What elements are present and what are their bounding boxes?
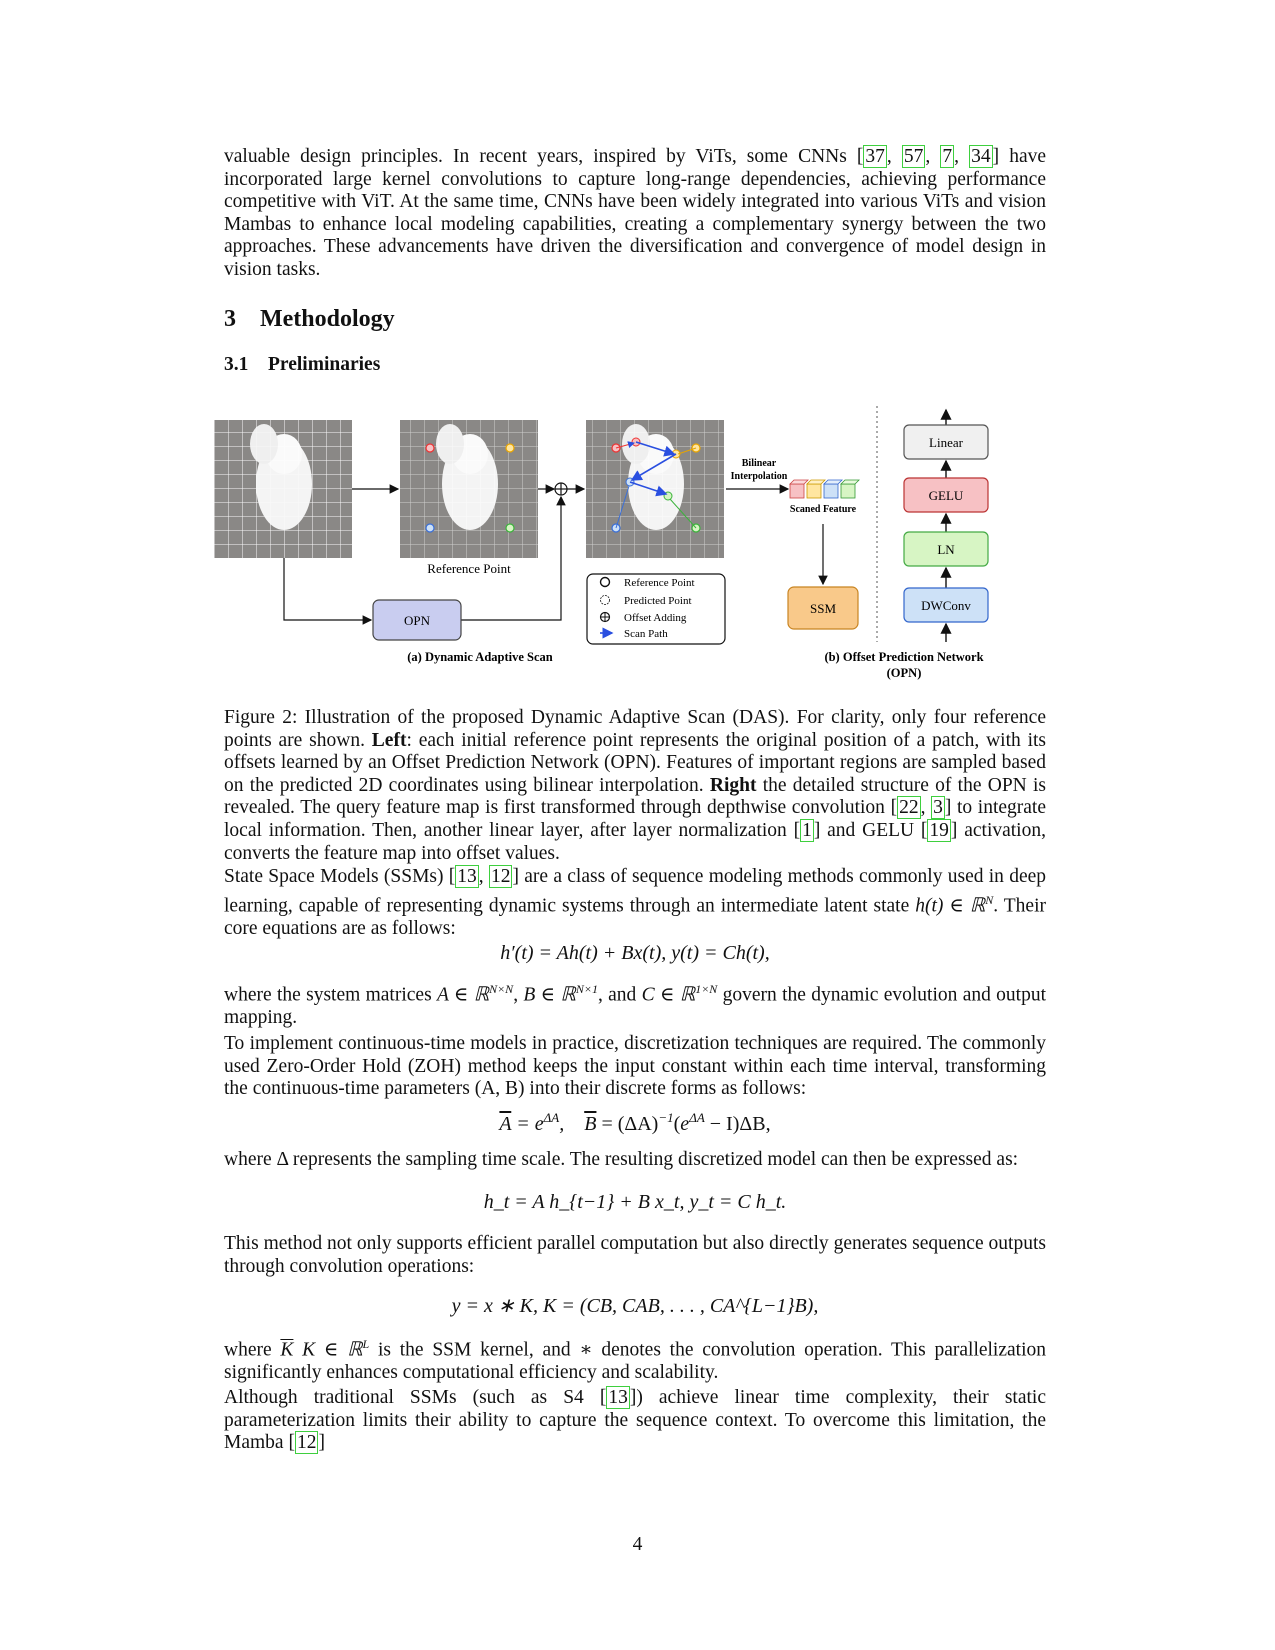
svg-text:OPN: OPN: [403, 613, 431, 628]
body-paragraph-mamba: Although traditional SSMs (such as S4 [ 13 ]) achieve linear time complexity, their static parameterization limits their ability to capture the sequence context. To overcome this limitation, the Mamba [ 12 ]: [224, 1387, 1046, 1454]
equation-4: y = x ∗ K, K = (CB, CAB, . . . , CA^{L−1}B),: [451, 1295, 819, 1317]
svg-text:DWConv: DWConv: [921, 598, 971, 613]
svg-text:Predicted Point: Predicted Point: [624, 595, 692, 607]
body-paragraph-kernel: where $\overline{K}$ K ∈ ℝ$^L$ is the SSM kernel, and ∗ denotes the convolution operation. This parallelization significantly enhances computational efficiency and scalability.: [224, 1337, 1046, 1384]
svg-text:SSM: SSM: [809, 601, 837, 616]
svg-text:LN: LN: [937, 542, 955, 557]
citation[interactable]: 57: [903, 146, 924, 167]
subcaption-b-line1: (b) Offset Prediction Network: [824, 650, 984, 664]
citation[interactable]: 3: [933, 797, 943, 819]
svg-text:Reference Point: Reference Point: [624, 577, 695, 589]
dwconv-box: [904, 588, 988, 622]
citation[interactable]: 13: [608, 1387, 628, 1408]
linear-box: [904, 425, 988, 459]
scaned-feature-cubes: [790, 480, 859, 498]
scan-path-image: [586, 420, 724, 558]
subcaption-b-line2: (OPN): [886, 666, 922, 680]
citation[interactable]: 22: [899, 797, 919, 819]
subcaption-a: (a) Dynamic Adaptive Scan: [407, 650, 553, 664]
intro-paragraph: valuable design principles. In recent years, inspired by ViTs, some CNNs [ 37 , 57 , 7 , 34 ] have incorporated large kernel convolutions to capture long-range dependencies, achieving performance competitive with ViT. At the same time, CNNs have been widely integrated into various ViTs and vision Mambas to enhance local modeling capabilities, creating a complementary synergy between the two approaches. These advancements have driven the diversification and convergence of model design in vision tasks.: [224, 146, 1047, 280]
section-heading: 3 Methodology: [224, 306, 395, 332]
citation[interactable]: 19: [929, 819, 949, 841]
body-paragraph-delta: where Δ represents the sampling time scale. The resulting discretized model can then be expressed as:: [224, 1149, 1019, 1170]
citation[interactable]: 34: [971, 146, 991, 167]
svg-text:GELU: GELU: [928, 488, 964, 503]
gelu-box: [904, 478, 988, 512]
body-paragraph-discretization: To implement continuous-time models in practice, discretization techniques are required. The commonly used Zero-Order Hold (ZOH) method keeps the input constant within each time interval, transforming the continuous-time parameters (A, B) into their discrete forms as follows:: [224, 1033, 1046, 1100]
svg-text:Linear: Linear: [929, 435, 963, 450]
ln-box: [904, 532, 988, 566]
figure-caption: Figure 2: Illustration of the proposed Dynamic Adaptive Scan (DAS). For clarity, only four reference points are shown. Left: each initial reference point represents the original position of a patch, with its offsets learned by an Offset Prediction Network (OPN). Features of important regions are sampled based on the predicted 2D coordinates using bilinear interpolation. Right the detailed structure of the OPN is revealed. The query feature map is first transformed through depthwise convolution [ 22 , 3 ] to integrate local information. Then, another linear layer, after layer normalization [ 1 ] and GELU [ 19 ] activation, converts the feature map into offset values.: [224, 707, 1047, 864]
citation[interactable]: 13: [457, 866, 477, 887]
body-paragraph-ssm: State Space Models (SSMs) [ 13 , 12 ] are a class of sequence modeling methods commonly used in deep learning, capable of representing dynamic systems through an intermediate latent state h(t) ∈ ℝ$^N$. Their core equations are as follows:: [224, 866, 1047, 939]
bilinear-label-1: Bilinear: [741, 458, 777, 469]
citation[interactable]: 1: [802, 819, 812, 841]
offset-adding-symbol: [555, 483, 567, 495]
svg-text:Offset Adding: Offset Adding: [624, 612, 687, 624]
equation-1: h′(t) = Ah(t) + Bx(t), y(t) = Ch(t),: [500, 942, 770, 964]
ssm-box: [788, 587, 858, 629]
citation[interactable]: 37: [865, 146, 885, 167]
input-image: [214, 420, 352, 558]
citation[interactable]: 12: [490, 866, 511, 887]
body-paragraph-matrices: where the system matrices A ∈ ℝ$^{N\times N}$, B ∈ ℝ$^{N\times 1}$, and C ∈ ℝ$^{1\times N}$ govern the dynamic evolution and output mapping.: [224, 982, 1047, 1029]
citation[interactable]: 12: [296, 1432, 317, 1454]
citation[interactable]: 7: [942, 146, 953, 167]
subsection-heading: 3.1 Preliminaries: [224, 354, 381, 375]
legend: [587, 574, 725, 644]
equation-2: $\overline{A} = e^{\Delta A}$, $\overline{B} = (\Delta A)^{-1}(e^{\Delta A} - I)\Delta B$,: [499, 1110, 771, 1135]
scaned-feature-label: Scaned Feature: [789, 504, 857, 515]
reference-point-image: [400, 420, 538, 558]
equation-3: h_t = A h_{t−1} + B x_t, y_t = C h_t.: [483, 1191, 787, 1213]
bilinear-label-2: Interpolation: [730, 471, 788, 482]
svg-text:Scan Path: Scan Path: [624, 628, 668, 640]
body-paragraph-convolution: This method not only supports efficient parallel computation but also directly generates sequence outputs through convolution operations:: [224, 1233, 1046, 1277]
figure-2-diagram: [214, 404, 1014, 686]
reference-point-label: Reference Point: [427, 561, 511, 576]
page-number: 4: [632, 1534, 643, 1555]
opn-box: [373, 600, 461, 640]
